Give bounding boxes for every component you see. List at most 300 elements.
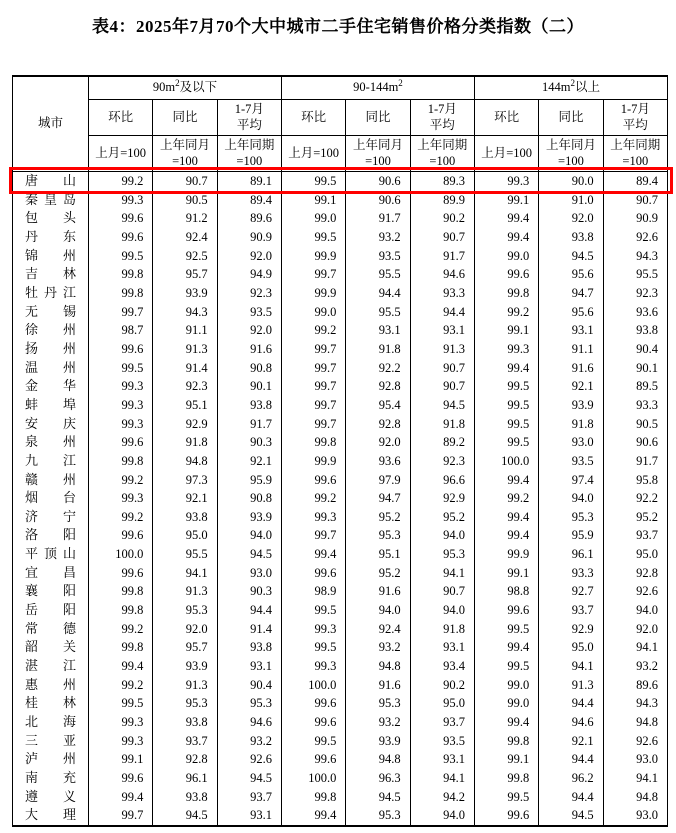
table-row xyxy=(13,209,668,228)
value-cell: 90.6 xyxy=(346,172,410,191)
value-cell: 90.0 xyxy=(539,172,603,191)
value-cell: 99.0 xyxy=(474,247,538,266)
value-cell: 92.6 xyxy=(603,732,667,751)
value-cell: 99.7 xyxy=(281,396,345,415)
value-cell: 99.6 xyxy=(281,564,345,583)
value-cell: 92.0 xyxy=(217,321,281,340)
value-cell: 99.6 xyxy=(89,340,153,359)
value-cell: 95.0 xyxy=(410,694,474,713)
value-cell: 93.9 xyxy=(217,508,281,527)
table-row xyxy=(13,620,668,639)
value-cell: 95.3 xyxy=(346,806,410,826)
value-cell: 99.5 xyxy=(474,377,538,396)
value-cell: 95.5 xyxy=(346,265,410,284)
table-row xyxy=(13,508,668,527)
value-cell: 99.5 xyxy=(89,247,153,266)
value-cell: 94.5 xyxy=(217,769,281,788)
value-cell: 93.8 xyxy=(603,321,667,340)
city-name: 徐 州 xyxy=(13,321,89,340)
city-name: 泉 州 xyxy=(13,433,89,452)
value-cell: 99.3 xyxy=(474,340,538,359)
city-name: 大 理 xyxy=(13,806,89,826)
superscript: 2 xyxy=(398,78,403,89)
value-cell: 99.3 xyxy=(89,713,153,732)
value-cell: 94.4 xyxy=(539,694,603,713)
value-cell: 99.3 xyxy=(281,508,345,527)
value-cell: 94.8 xyxy=(346,657,410,676)
value-cell: 93.5 xyxy=(539,452,603,471)
value-cell: 92.6 xyxy=(603,582,667,601)
table-row xyxy=(13,526,668,545)
value-cell: 95.7 xyxy=(153,265,217,284)
city-name: 吉 林 xyxy=(13,265,89,284)
value-cell: 93.7 xyxy=(539,601,603,620)
city-name: 北 海 xyxy=(13,713,89,732)
value-cell: 94.3 xyxy=(603,694,667,713)
value-cell: 95.9 xyxy=(217,471,281,490)
value-cell: 99.8 xyxy=(89,265,153,284)
value-cell: 89.2 xyxy=(410,433,474,452)
value-cell: 100.0 xyxy=(474,452,538,471)
value-cell: 91.3 xyxy=(153,582,217,601)
value-cell: 99.2 xyxy=(89,172,153,191)
value-cell: 92.7 xyxy=(539,582,603,601)
value-cell: 94.2 xyxy=(410,788,474,807)
value-cell: 99.7 xyxy=(281,359,345,378)
value-cell: 92.1 xyxy=(539,377,603,396)
value-cell: 93.8 xyxy=(539,228,603,247)
value-cell: 99.4 xyxy=(474,471,538,490)
value-cell: 92.1 xyxy=(153,489,217,508)
header-yoy-g1: 同比 xyxy=(153,100,217,136)
value-cell: 97.4 xyxy=(539,471,603,490)
value-cell: 89.3 xyxy=(410,172,474,191)
header-mom-g1: 环比 xyxy=(89,100,153,136)
table-row xyxy=(13,676,668,695)
table-row xyxy=(13,657,668,676)
value-cell: 95.7 xyxy=(153,638,217,657)
value-cell: 90.6 xyxy=(603,433,667,452)
value-cell: 98.9 xyxy=(281,582,345,601)
value-cell: 99.1 xyxy=(474,564,538,583)
value-cell: 99.9 xyxy=(281,247,345,266)
value-cell: 89.6 xyxy=(603,676,667,695)
value-cell: 93.4 xyxy=(410,657,474,676)
value-cell: 99.5 xyxy=(281,638,345,657)
base-mom-g3: 上月=100 xyxy=(474,136,538,172)
value-cell: 94.1 xyxy=(539,657,603,676)
base-yoy-line1: 上年同月 xyxy=(159,137,210,152)
value-cell: 93.5 xyxy=(217,303,281,322)
value-cell: 97.3 xyxy=(153,471,217,490)
value-cell: 89.9 xyxy=(410,191,474,210)
value-cell: 95.3 xyxy=(539,508,603,527)
value-cell: 91.7 xyxy=(603,452,667,471)
value-cell: 99.6 xyxy=(89,209,153,228)
value-cell: 91.4 xyxy=(217,620,281,639)
base-avg-line2: =100 xyxy=(622,153,649,168)
value-cell: 99.5 xyxy=(281,601,345,620)
table-row xyxy=(13,582,668,601)
value-cell: 93.1 xyxy=(217,657,281,676)
value-cell: 94.0 xyxy=(603,601,667,620)
value-cell: 91.7 xyxy=(346,209,410,228)
value-cell: 99.1 xyxy=(89,750,153,769)
value-cell: 91.8 xyxy=(410,620,474,639)
value-cell: 99.5 xyxy=(89,359,153,378)
value-cell: 99.4 xyxy=(474,228,538,247)
value-cell: 99.8 xyxy=(89,601,153,620)
value-cell: 91.7 xyxy=(410,247,474,266)
value-cell: 93.2 xyxy=(346,228,410,247)
value-cell: 94.5 xyxy=(410,396,474,415)
value-cell: 90.7 xyxy=(410,359,474,378)
table-row xyxy=(13,321,668,340)
value-cell: 95.8 xyxy=(603,471,667,490)
city-name: 温 州 xyxy=(13,359,89,378)
value-cell: 90.7 xyxy=(410,228,474,247)
value-cell: 95.4 xyxy=(346,396,410,415)
value-cell: 92.0 xyxy=(346,433,410,452)
base-yoy-line2: =100 xyxy=(172,153,198,168)
value-cell: 99.5 xyxy=(474,433,538,452)
value-cell: 95.6 xyxy=(539,303,603,322)
value-cell: 89.6 xyxy=(217,209,281,228)
base-avg-g3 xyxy=(603,136,667,172)
value-cell: 90.3 xyxy=(217,582,281,601)
value-cell: 99.4 xyxy=(474,508,538,527)
value-cell: 94.1 xyxy=(603,638,667,657)
value-cell: 99.1 xyxy=(474,191,538,210)
value-cell: 93.8 xyxy=(153,508,217,527)
value-cell: 94.1 xyxy=(603,769,667,788)
value-cell: 92.0 xyxy=(539,209,603,228)
value-cell: 99.0 xyxy=(281,209,345,228)
value-cell: 93.7 xyxy=(217,788,281,807)
value-cell: 90.1 xyxy=(603,359,667,378)
value-cell: 96.6 xyxy=(410,471,474,490)
value-cell: 99.3 xyxy=(281,620,345,639)
city-name: 包 头 xyxy=(13,209,89,228)
value-cell: 91.1 xyxy=(539,340,603,359)
value-cell: 94.7 xyxy=(346,489,410,508)
table-row xyxy=(13,359,668,378)
value-cell: 92.3 xyxy=(153,377,217,396)
city-name: 安 庆 xyxy=(13,415,89,434)
value-cell: 93.2 xyxy=(346,638,410,657)
value-cell: 99.3 xyxy=(89,489,153,508)
value-cell: 94.8 xyxy=(603,713,667,732)
superscript: 2 xyxy=(175,78,180,89)
value-cell: 95.9 xyxy=(539,526,603,545)
city-name: 九 江 xyxy=(13,452,89,471)
group-label: 90-144m xyxy=(353,80,399,95)
value-cell: 97.9 xyxy=(346,471,410,490)
value-cell: 95.3 xyxy=(346,526,410,545)
value-cell: 91.2 xyxy=(153,209,217,228)
value-cell: 95.0 xyxy=(539,638,603,657)
value-cell: 99.8 xyxy=(89,452,153,471)
value-cell: 99.6 xyxy=(281,471,345,490)
value-cell: 90.7 xyxy=(603,191,667,210)
value-cell: 94.8 xyxy=(603,788,667,807)
value-cell: 94.3 xyxy=(603,247,667,266)
value-cell: 94.8 xyxy=(346,750,410,769)
value-cell: 99.0 xyxy=(474,694,538,713)
city-name: 三 亚 xyxy=(13,732,89,751)
value-cell: 94.5 xyxy=(346,788,410,807)
value-cell: 93.8 xyxy=(217,396,281,415)
value-cell: 92.4 xyxy=(153,228,217,247)
value-cell: 93.7 xyxy=(410,713,474,732)
value-cell: 94.5 xyxy=(539,247,603,266)
value-cell: 93.5 xyxy=(346,247,410,266)
base-mom-g2: 上月=100 xyxy=(281,136,345,172)
base-avg-line1: 上年同期 xyxy=(610,137,661,152)
value-cell: 99.5 xyxy=(89,694,153,713)
table-row xyxy=(13,191,668,210)
city-name: 丹 东 xyxy=(13,228,89,247)
value-cell: 92.3 xyxy=(603,284,667,303)
value-cell: 92.9 xyxy=(539,620,603,639)
header-avg-line2: 平均 xyxy=(236,117,262,132)
table-row xyxy=(13,769,668,788)
base-avg-g2 xyxy=(410,136,474,172)
value-cell: 93.2 xyxy=(217,732,281,751)
value-cell: 93.0 xyxy=(603,806,667,826)
table-row xyxy=(13,340,668,359)
city-name: 遵 义 xyxy=(13,788,89,807)
city-name: 惠 州 xyxy=(13,676,89,695)
value-cell: 90.5 xyxy=(153,191,217,210)
value-cell: 92.4 xyxy=(346,620,410,639)
value-cell: 95.2 xyxy=(346,564,410,583)
value-cell: 93.1 xyxy=(410,321,474,340)
value-cell: 93.8 xyxy=(153,788,217,807)
city-name: 蚌 埠 xyxy=(13,396,89,415)
value-cell: 99.6 xyxy=(89,526,153,545)
value-cell: 99.2 xyxy=(89,620,153,639)
value-cell: 93.2 xyxy=(603,657,667,676)
table-wrapper xyxy=(12,75,670,827)
value-cell: 94.4 xyxy=(346,284,410,303)
value-cell: 90.7 xyxy=(153,172,217,191)
group-header-90-144 xyxy=(281,76,474,100)
value-cell: 93.5 xyxy=(410,732,474,751)
value-cell: 94.6 xyxy=(539,713,603,732)
value-cell: 99.7 xyxy=(281,265,345,284)
value-cell: 99.5 xyxy=(281,732,345,751)
value-cell: 99.1 xyxy=(474,321,538,340)
value-cell: 99.3 xyxy=(89,191,153,210)
value-cell: 93.7 xyxy=(153,732,217,751)
value-cell: 99.9 xyxy=(281,452,345,471)
value-cell: 96.2 xyxy=(539,769,603,788)
value-cell: 90.4 xyxy=(603,340,667,359)
value-cell: 95.6 xyxy=(539,265,603,284)
value-cell: 93.0 xyxy=(217,564,281,583)
group-header-144-above xyxy=(474,76,667,100)
value-cell: 92.6 xyxy=(603,228,667,247)
header-yoy-g2: 同比 xyxy=(346,100,410,136)
value-cell: 91.4 xyxy=(153,359,217,378)
value-cell: 94.5 xyxy=(539,806,603,826)
value-cell: 93.1 xyxy=(410,638,474,657)
value-cell: 95.0 xyxy=(153,526,217,545)
value-cell: 99.7 xyxy=(89,303,153,322)
city-name: 唐 山 xyxy=(13,172,89,191)
value-cell: 90.2 xyxy=(410,676,474,695)
value-cell: 93.3 xyxy=(539,564,603,583)
value-cell: 94.0 xyxy=(217,526,281,545)
value-cell: 93.9 xyxy=(153,284,217,303)
value-cell: 99.2 xyxy=(474,489,538,508)
value-cell: 92.0 xyxy=(603,620,667,639)
table-row xyxy=(13,788,668,807)
value-cell: 89.5 xyxy=(603,377,667,396)
header-avg-line2: 平均 xyxy=(429,117,455,132)
value-cell: 99.3 xyxy=(89,415,153,434)
value-cell: 99.3 xyxy=(89,732,153,751)
value-cell: 99.9 xyxy=(474,545,538,564)
value-cell: 94.0 xyxy=(346,601,410,620)
value-cell: 93.8 xyxy=(153,713,217,732)
value-cell: 99.7 xyxy=(281,340,345,359)
value-cell: 99.6 xyxy=(281,694,345,713)
base-yoy-g1 xyxy=(153,136,217,172)
city-name: 韶 关 xyxy=(13,638,89,657)
value-cell: 99.6 xyxy=(281,713,345,732)
value-cell: 99.8 xyxy=(281,433,345,452)
city-name: 南 充 xyxy=(13,769,89,788)
table-row xyxy=(13,377,668,396)
value-cell: 91.6 xyxy=(539,359,603,378)
group-label: 及以下 xyxy=(179,80,218,95)
value-cell: 91.8 xyxy=(410,415,474,434)
value-cell: 92.8 xyxy=(346,377,410,396)
page-title: 表4：2025年7月70个大中城市二手住宅销售价格分类指数（二） xyxy=(92,17,584,36)
value-cell: 100.0 xyxy=(281,676,345,695)
value-cell: 99.8 xyxy=(281,788,345,807)
value-cell: 93.2 xyxy=(346,713,410,732)
price-index-table xyxy=(12,75,668,827)
table-row xyxy=(13,415,668,434)
value-cell: 90.2 xyxy=(410,209,474,228)
table-row xyxy=(13,471,668,490)
value-cell: 99.7 xyxy=(281,415,345,434)
value-cell: 99.3 xyxy=(474,172,538,191)
value-cell: 93.1 xyxy=(217,806,281,826)
value-cell: 90.6 xyxy=(346,191,410,210)
city-name: 济 宁 xyxy=(13,508,89,527)
value-cell: 92.1 xyxy=(217,452,281,471)
value-cell: 99.6 xyxy=(89,433,153,452)
city-name: 常 德 xyxy=(13,620,89,639)
value-cell: 94.3 xyxy=(153,303,217,322)
value-cell: 94.6 xyxy=(217,713,281,732)
value-cell: 92.3 xyxy=(217,284,281,303)
value-cell: 99.6 xyxy=(89,228,153,247)
value-cell: 94.1 xyxy=(410,564,474,583)
city-name: 赣 州 xyxy=(13,471,89,490)
value-cell: 99.5 xyxy=(281,172,345,191)
table-row xyxy=(13,452,668,471)
value-cell: 99.4 xyxy=(474,526,538,545)
value-cell: 95.3 xyxy=(153,601,217,620)
value-cell: 99.6 xyxy=(474,601,538,620)
table-row xyxy=(13,806,668,826)
value-cell: 94.1 xyxy=(153,564,217,583)
value-cell: 91.6 xyxy=(346,676,410,695)
base-avg-line2: =100 xyxy=(236,153,263,168)
value-cell: 94.4 xyxy=(539,750,603,769)
value-cell: 94.9 xyxy=(217,265,281,284)
table-row xyxy=(13,694,668,713)
value-cell: 94.4 xyxy=(217,601,281,620)
value-cell: 99.6 xyxy=(89,769,153,788)
value-cell: 99.3 xyxy=(89,377,153,396)
city-name: 襄 阳 xyxy=(13,582,89,601)
value-cell: 96.3 xyxy=(346,769,410,788)
city-column-header: 城市 xyxy=(13,76,89,172)
value-cell: 96.1 xyxy=(153,769,217,788)
value-cell: 92.1 xyxy=(539,732,603,751)
value-cell: 91.8 xyxy=(539,415,603,434)
value-cell: 99.3 xyxy=(281,657,345,676)
base-yoy-line2: =100 xyxy=(558,153,584,168)
value-cell: 99.7 xyxy=(89,806,153,826)
table-row xyxy=(13,433,668,452)
value-cell: 91.7 xyxy=(217,415,281,434)
value-cell: 95.3 xyxy=(217,694,281,713)
header-mom-g2: 环比 xyxy=(281,100,345,136)
table-row xyxy=(13,396,668,415)
value-cell: 99.4 xyxy=(474,359,538,378)
header-avg-g2 xyxy=(410,100,474,136)
table-row xyxy=(13,303,668,322)
header-mom-g3: 环比 xyxy=(474,100,538,136)
base-avg-g1 xyxy=(217,136,281,172)
value-cell: 90.1 xyxy=(217,377,281,396)
value-cell: 99.4 xyxy=(474,638,538,657)
city-name: 烟 台 xyxy=(13,489,89,508)
value-cell: 92.8 xyxy=(346,415,410,434)
header-yoy-g3: 同比 xyxy=(539,100,603,136)
value-cell: 93.0 xyxy=(603,750,667,769)
value-cell: 94.5 xyxy=(153,806,217,826)
header-avg-line2: 平均 xyxy=(622,117,648,132)
value-cell: 92.6 xyxy=(217,750,281,769)
base-yoy-line1: 上年同月 xyxy=(352,137,403,152)
city-name: 秦 皇 岛 xyxy=(13,191,89,210)
header-avg-line1: 1-7月 xyxy=(620,101,650,116)
value-cell: 99.2 xyxy=(281,489,345,508)
value-cell: 95.0 xyxy=(603,545,667,564)
value-cell: 95.1 xyxy=(153,396,217,415)
value-cell: 100.0 xyxy=(89,545,153,564)
value-cell: 93.6 xyxy=(346,452,410,471)
value-cell: 93.1 xyxy=(410,750,474,769)
value-cell: 99.6 xyxy=(474,806,538,826)
value-cell: 99.0 xyxy=(474,676,538,695)
value-cell: 98.8 xyxy=(474,582,538,601)
value-cell: 93.8 xyxy=(217,638,281,657)
value-cell: 96.1 xyxy=(539,545,603,564)
group-header-90-and-below xyxy=(89,76,282,100)
value-cell: 99.5 xyxy=(474,396,538,415)
value-cell: 99.5 xyxy=(474,657,538,676)
value-cell: 99.0 xyxy=(281,303,345,322)
